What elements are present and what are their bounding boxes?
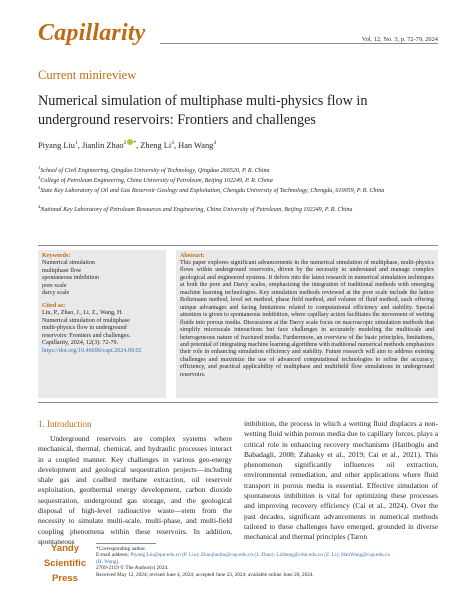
corresponding-author-note: *Corresponding author. — [96, 546, 147, 552]
article-title: Numerical simulation of multiphase multi-physics flow in underground reservoirs: Frontiers and challenges — [38, 93, 368, 128]
keyword: spontaneous imbibition — [42, 275, 100, 282]
citation-line: Capillarity, 2024, 12(3): 72-79. — [42, 340, 119, 347]
citation-line: Liu, P., Zhao, J., Li, Z., Wang, H. — [42, 309, 123, 316]
affiliation-number: 1 — [38, 165, 41, 170]
email-links[interactable]: Piyang.Liu@qut.edu.cn (P. Liu); Zhaojianlin@cup.edu.cn (J. Zhao); Lizheng@cdut.edu.cn (Z. Li); HanWang@cup.edu.cn (H. Wang). — [96, 552, 391, 565]
keyword: Numerical simulation — [42, 260, 95, 266]
publisher-logo-line: Yandy — [51, 543, 79, 554]
abstract-heading: Abstract: — [180, 253, 205, 259]
corresponding-mark: * — [133, 140, 137, 147]
affiliation-number: 2 — [38, 175, 41, 180]
affiliation — [38, 203, 436, 215]
keyword: darcy scale — [42, 290, 70, 297]
affiliation-text: National Key Laboratory of Petroleum Resources and Engineering, China University of Petroleum, Beijing 102249, P. R. China — [40, 207, 353, 214]
body-text-right-column: imbibition, the process in which a wetting fluid displaces a non-wetting fluid within porous media due to capillary forces, plays a critical role in enhancing recovery mechanisms (Hatiboglu and Babadagli, 2008; Zahasky et al., 2019; Cai et al., 2021). This phenomenon significantly influences oil extraction, environmental remediation, and other applications where fluid transport in porous media is essential. Effective simulation of spontaneous imbibition is vital for optimizing these processes and improving recovery efficiency (Cai et al., 2024). Over the past decades, significant advancements in numerical methods tailored to these challenges have emerged, grounded in diverse mechanical and thermal principles (Taron — [244, 419, 438, 542]
affiliation-number: 4 — [38, 204, 41, 209]
publisher-logo-line: Press — [52, 573, 78, 584]
affiliation-number: 3 — [38, 185, 41, 190]
keywords-heading: Keywords: — [42, 253, 71, 259]
body-text-left-column: Underground reservoirs are complex systems where mechanical, thermal, chemical, and hydraulic processes interact in a coupled manner. Key challenges in various geo-energy development and geological sequestration projects—including shale gas and coalbed methane extraction, oil reservoir exploitation, geothermal energy development, carbon dioxide sequestration, underground gas storage, and the geological disposal of high-level radioactive waste—stem from the necessity to simulate multi-scale, multi-phase, and multi-field coupling phenomena within these reservoirs. In addition, spontaneous — [38, 434, 232, 546]
keyword: pore scale — [42, 282, 67, 289]
citation-line: Numerical simulation of multiphase — [42, 317, 130, 324]
author-affiliation-mark: 3 — [171, 140, 174, 147]
affiliation-text: College of Petroleum Engineering, China University of Petroleum, Beijing 102249, P. R. China — [40, 178, 273, 185]
author-list: Piyang Liu$^1$, Jianlin Zhao$^2$ *, Zheng Li$^3$, Han Wang$^4$ — [38, 140, 217, 150]
dates-note: Received May 12, 2024; revised June 4, 2024; accepted June 23, 2024; available online June 26, 2024. — [96, 571, 314, 578]
author-name[interactable]: Piyang Liu — [38, 141, 75, 150]
abstract-text: This paper explores significant advancements in the numerical simulation of multiphase, multi-physics flows within underground reservoirs, driven by the necessity to understand and manage complex geological and engineered systems. It delves into the latest research in numerical simulation techniques at both the pore and Darcy scales, emphasizing the integration of traditional methods with emerging machine learning technologies. Key simulation methods reviewed at the pore scale include the lattice Boltzmann method, level set method, phase field method, and volume of fluid method, each offering unique advantages and facing limitations related to computational efficiency and stability. Special attention is given to spontaneous imbibition, where capillary action facilitates the movement of wetting fluids into porous media. Discussions at the Darcy scale focus on macroscopic simulation methods that simplify microscale interactions but face challenges in accurately modeling the multiscale and heterogeneous nature of fractured media. Furthermore, an overview of the basic principles, limitations, and potential of integrating machine learning algorithms with traditional numerical methods emphasizes their role in enhancing simulation efficiency and stability. Future research will aim to address existing challenges and maximize the use of advanced computational technologies to refine the accuracy, efficiency, and practical applicability of multiphase and multifield flow simulations in underground reservoirs. — [180, 260, 435, 378]
email-note — [96, 552, 396, 565]
author-affiliation-mark: 1 — [75, 140, 78, 147]
publisher-logo — [38, 541, 92, 586]
affiliation-text: State Key Laboratory of Oil and Gas Reservoir Geology and Exploitation, Chengdu University of Technology, Chengdu, 610059, P. R. China — [40, 188, 385, 195]
volume-info: Vol. 12, No. 3, p. 72-79, 2024 — [361, 36, 438, 43]
keywords-citation-box — [38, 250, 166, 398]
abstract-box — [176, 250, 438, 398]
author-affiliation-mark: 4 — [213, 140, 217, 147]
keyword: multiphase flow — [42, 267, 82, 274]
footnote-divider — [96, 543, 156, 544]
doi-link[interactable]: https://doi.org/10.46690/capi.2024.09.02 — [42, 347, 142, 354]
author-name[interactable]: Zheng Li — [140, 141, 172, 150]
affiliation-text: School of Civil Engineering, Qingdao University of Technology, Qingdao 266520, P. R. China — [40, 168, 270, 175]
author-affiliation-mark: 2 — [123, 140, 127, 147]
article-type: Current minireview — [38, 68, 137, 82]
affiliation — [38, 184, 436, 196]
section-divider — [38, 402, 438, 403]
footnotes — [96, 546, 396, 578]
publisher-logo-line: Scientific — [43, 558, 87, 569]
citation-line: multi-physics flow in underground — [42, 325, 127, 332]
header-rule — [160, 43, 438, 44]
author-name[interactable]: Jianlin Zhao — [81, 141, 124, 150]
author-name[interactable]: Han Wang — [178, 141, 214, 150]
citation-line: reservoirs: Frontiers and challenges. — [42, 332, 131, 339]
section-heading: 1. Introduction — [38, 419, 92, 429]
email-label: E-mail address: — [96, 552, 130, 559]
journal-title: Capillarity — [38, 20, 146, 46]
cite-as-heading: Cited as: — [42, 302, 66, 309]
section-divider — [38, 245, 438, 246]
issn-note: 2709-2119 © The Author(s) 2024. — [96, 565, 169, 572]
